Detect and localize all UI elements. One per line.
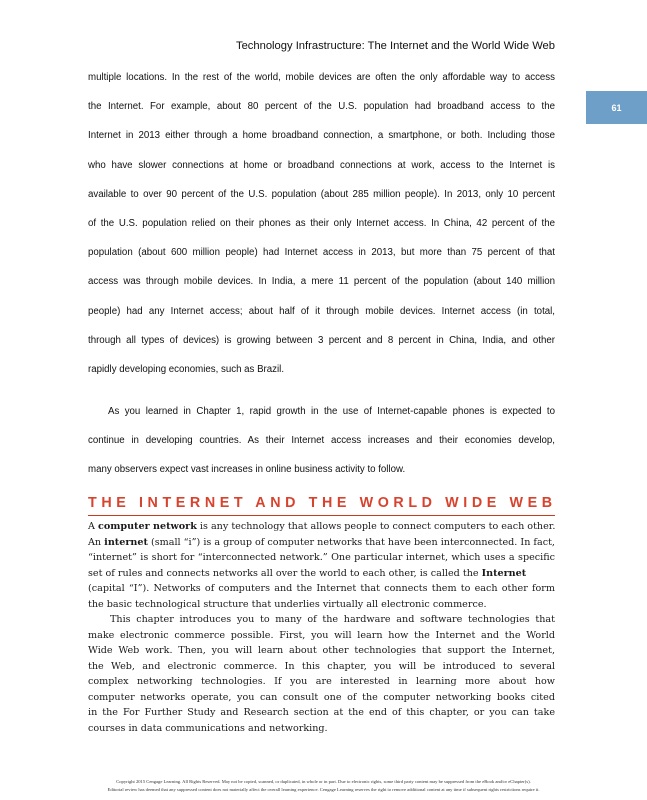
text-line: This chapter introduces you to many of the hardware and software technologies that	[110, 614, 555, 625]
text-line: in the For Further Study and Research section at the end of this chapter, or you can take	[88, 707, 555, 718]
term-internet-capital: Internet	[481, 567, 527, 579]
text-line: make electronic commerce possible. First, you will learn how the Internet and the World	[88, 629, 555, 641]
text-line: An internet (small “i”) is a group of computer networks that have been interconnected. In fact,	[88, 536, 555, 548]
text-line: “internet” is short for “interconnected network.” One particular internet, which uses a specific	[88, 552, 555, 563]
text-line: many observers expect vast increases in online business activity to follow.	[88, 464, 406, 476]
text-line: available to over 90 percent of the U.S. population (about 285 million people). In 2013, only 10 percent	[88, 188, 555, 200]
text-line: As you learned in Chapter 1, rapid growth in the use of Internet-capable phones is expected to	[108, 406, 555, 418]
term-internet-small: internet	[104, 536, 148, 548]
text-line: through all types of devices) is growing between 3 percent and 8 percent in China, India, and other	[88, 334, 555, 346]
text-line: population (about 600 million people) had Internet access in 2013, but more than 75 percent of that	[88, 247, 555, 259]
page-number: 61	[611, 102, 622, 113]
running-head: Technology Infrastructure: The Internet and the World Wide Web	[235, 40, 555, 52]
text-line: who have slower connections at home or broadband connections at work, access to the Internet is	[88, 159, 555, 171]
text-line: the basic technological structure that underlies virtually all electronic commerce.	[88, 598, 487, 610]
copyright-line: Editorial review has deemed that any suppressed content does not materially affect the overall learning experience. Cengage Learning reserves the right to remove additional content at any time if subsequent rights restrictions require it.	[107, 787, 540, 792]
text-line: courses in data communications and networking.	[88, 722, 328, 734]
page-number-tab	[586, 91, 647, 124]
text-line: multiple locations. In the rest of the world, mobile devices are often the only affordable way to access	[88, 72, 555, 83]
text-line: set of rules and connects networks all over the world to each other, is called the Internet	[88, 567, 527, 579]
text-line: the Web, and electronic commerce. In this chapter, you will be introduced to several	[88, 660, 555, 672]
text-line: (capital “I”). Networks of computers and the Internet that connects them to each other form	[88, 583, 555, 594]
text-line: computer networks operate, you can consult one of the computer networking books cited	[88, 691, 555, 703]
copyright-line: Copyright 2015 Cengage Learning. All Rights Reserved. May not be copied, scanned, or duplicated, in whole or in part. Due to electronic rights, some third party content may be suppressed from the eBook and/or eChapter(s).	[116, 779, 531, 784]
text-line: rapidly developing economies, such as Brazil.	[88, 363, 285, 375]
text-line: complex networking technologies. If you are interested in learning more about how	[88, 676, 555, 687]
text-line: the Internet. For example, about 80 percent of the U.S. population had broadband access to the	[88, 101, 555, 113]
section-heading: THE INTERNET AND THE WORLD WIDE WEB	[88, 495, 557, 511]
intro-text	[88, 63, 555, 485]
text-line: Wide Web work. Then, you will learn about other technologies that support the Internet,	[88, 645, 555, 656]
term-computer-network: computer network	[97, 521, 197, 532]
section-body	[88, 519, 555, 736]
text-line: continue in developing countries. As their Internet access increases and their economies develop,	[88, 435, 555, 447]
text-line: of the U.S. population relied on their phones as their only Internet access. In China, 42 percent of the	[88, 217, 555, 229]
copyright-notice	[0, 778, 647, 794]
text-line: A computer network is any technology that allows people to connect computers to each other.	[88, 521, 556, 532]
text-line: Internet in 2013 either through a home broadband connection, a smartphone, or both. Including those	[88, 130, 555, 142]
text-line: access was through mobile devices. In India, a mere 11 percent of the population (about 140 million	[88, 276, 555, 288]
heading-rule	[88, 515, 555, 516]
text-line: people) had any Internet access; about half of it through mobile devices. Internet access (in total,	[88, 305, 555, 317]
